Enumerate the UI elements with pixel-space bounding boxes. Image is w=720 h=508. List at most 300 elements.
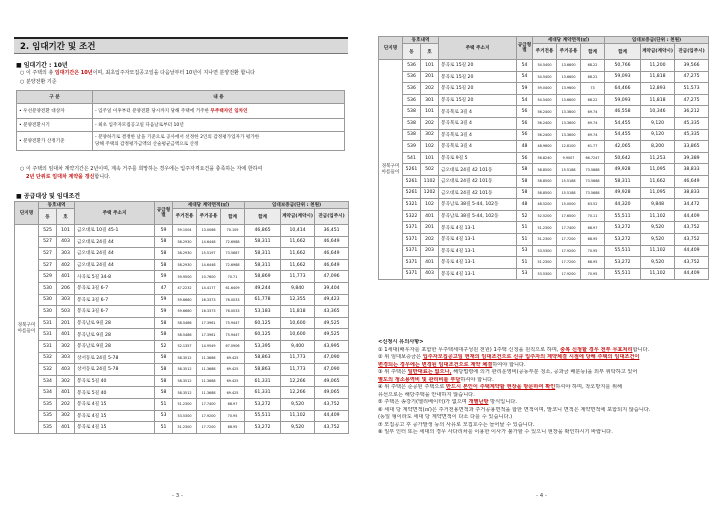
table-cell: 58.8500 [533,187,557,199]
note-item: ② 위 임대보증금은 입주자모집공고일 현재의 임대조건으로 신규 입주자의 계약체결 시점에 당해 주택의 임대조건이 [378,354,640,360]
table-cell: 59.6660 [173,306,197,318]
table-cell: 11,253 [641,152,675,164]
table-row [379,210,709,222]
table-cell: 55,511 [605,210,641,222]
table-cell: 55,511 [605,268,641,280]
table-cell: 48 [517,141,533,153]
table-cell: 금오대로 24길 42 101동 [439,164,517,176]
table-cell: 43,995 [315,340,349,352]
table-cell: 봉곡로 15길 20 [439,83,517,95]
table-cell: 48 [517,199,533,211]
table-cell: 11,200 [641,60,675,72]
table-cell: 봉곡로 5길 40 [75,375,155,387]
table-cell: 53 [517,245,533,257]
table-cell: 59 [155,306,173,318]
table-cell: 303 [57,248,75,260]
table-cell: 403 [57,236,75,248]
table-cell: 536 [403,60,421,72]
table-cell: 53.5300 [173,410,197,422]
table-cell: 12.8100 [557,141,581,153]
table-cell: 531 [39,317,57,329]
table-cell: 51,573 [675,83,709,95]
table-cell: 43,752 [675,257,709,269]
table-cell: 535 [39,422,57,434]
table-cell: 47,275 [675,71,709,83]
table-cell: 101 [421,152,439,164]
table-cell: 56 [517,117,533,129]
table-cell: 45,335 [675,117,709,129]
table-cell: 봉곡로 4길 13-1 [439,268,517,280]
table-cell: 58.3512 [173,364,197,376]
table-cell: 401 [57,422,75,434]
table-cell: 60,125 [245,329,281,341]
table-cell: 10,414 [281,225,315,237]
table-row [15,364,349,376]
table-cell: 13.6600 [557,71,581,83]
table-cell: 54 [517,71,533,83]
table-cell: 58 [517,175,533,187]
table-cell: 59.1004 [173,225,197,237]
table-row [15,340,349,352]
table-cell: 54 [517,94,533,106]
table-cell: 11,102 [641,210,675,222]
note-item: 변경되는 경우에는 변경된 임대조건으로 계약 체결하여야 합니다. [378,361,526,368]
table-row [15,236,349,248]
table-cell: 17.9200 [197,410,221,422]
table-cell: 202 [421,233,439,245]
table-cell: 73.5688 [581,187,605,199]
table-cell: 9.9007 [557,152,581,164]
table-cell: 202 [57,398,75,410]
table-cell: 봉곡남로 38길 5-44, 102동 [439,210,517,222]
table-cell: 54,455 [605,117,641,129]
table-cell: 52.5200 [533,210,557,222]
table-cell: 51 [517,222,533,234]
table-cell: 금오대로 24길 44 [75,259,155,271]
table-cell: 73.5688 [581,164,605,176]
table-cell: 101 [421,60,439,72]
table-cell: 58.2930 [173,259,197,271]
table-cell: 11.3688 [197,387,221,399]
table-cell: 11.3688 [197,375,221,387]
table-cell: 64,466 [605,83,641,95]
table-cell: 12,893 [641,83,675,95]
table-cell: 55,511 [605,245,641,257]
table-cell: 69.425 [221,387,245,399]
table-cell: 201 [57,317,75,329]
table-cell: 58,311 [605,175,641,187]
note-item: ⑦ 모집공고 후 공가발생 등의 사유로 모집호수는 늘어날 수 있습니다. [378,421,535,428]
table-cell: 11,095 [641,164,675,176]
table-cell: 사곡로 5길 34-8 [75,271,155,283]
table-cell: 봉곡남로 38길 5-44, 102동 [439,199,517,211]
table-cell: 401 [421,257,439,269]
table-cell: 61.77 [581,141,605,153]
table-cell: 58.2930 [173,248,197,260]
table-cell: 58,863 [245,364,281,376]
table-cell: 73 [581,83,605,95]
table-cell: 54 [517,60,533,72]
table-cell: 56 [517,152,533,164]
table-row [15,294,349,306]
table-row [15,375,349,387]
table-cell: 봉곡북로 3길 4 [439,129,517,141]
table-cell: 56.2400 [533,106,557,118]
table-cell: 541 [403,152,421,164]
table-cell: 302 [421,129,439,141]
table-cell: 금오대로 24길 42 101동 [439,175,517,187]
table-cell: 56.2400 [533,129,557,141]
table-cell: 49,244 [245,282,281,294]
table-cell: 58,863 [245,352,281,364]
table-cell: 14.6448 [197,259,221,271]
table-cell: 9,120 [641,117,675,129]
renewal-text: 2년 단위로 임대차 계약을 갱신합니다. [26,174,111,180]
table-cell: 61,778 [245,294,281,306]
table-cell: 73.5687 [221,248,245,260]
table-cell: 13.6600 [557,94,581,106]
note-item: ③ 위 주택은 일반대료는 없으나, 해당법령에 의거 관리운영비(공동부분 청소, 공과금 배분등)을 외부 위탁하고 있어 [378,369,638,375]
table-cell: 69.74 [581,129,605,141]
table-cell: 8,200 [641,141,675,153]
table-cell: 531 [39,329,57,341]
table-cell: 53.5300 [533,268,557,280]
table-cell: 527 [39,259,57,271]
table-cell: 12,266 [281,375,315,387]
table-cell: 봉곡북로 3길 4 [439,106,517,118]
table-cell: 70.109 [221,225,245,237]
table-cell: 봉곡로 5길 40 [75,387,155,399]
table-cell: 51.2300 [533,257,557,269]
table-row [379,199,709,211]
table-cell: 58.3512 [173,352,197,364]
table-cell: 58,869 [245,271,281,283]
table-cell: 59,093 [605,94,641,106]
table-cell: 58,311 [245,259,281,271]
table-row [15,387,349,399]
table-cell: 10,600 [281,317,315,329]
table-cell: 46,649 [315,236,349,248]
page-right [360,0,720,508]
table-cell: 11,773 [281,271,315,283]
table-cell: 12,355 [281,294,315,306]
table-cell: 503 [57,306,75,318]
table-row [379,245,709,257]
table-cell: 49,065 [315,375,349,387]
table-cell: 17.7200 [557,233,581,245]
table-cell: 403 [57,364,75,376]
table-cell: 43,752 [675,233,709,245]
table-cell: 68.22 [581,60,605,72]
table-cell: 72.6988 [221,259,245,271]
table-cell: 47,275 [675,94,709,106]
table-cell: 봉곡남로 9길 28 [75,340,155,352]
table-cell: 202 [421,83,439,95]
table-cell: 15.5188 [557,164,581,176]
table-cell: 101 [421,106,439,118]
conversion-policy-table: 구 분 내 용 • 우선분양전환 대상자 - 입주일 이후부터 분양전환 당시까지 당해 주택에 거주한 무주택자인 임차인 • 분양전환시기 - 최초 입주자모집공고일 다음날로부터 10년 • 분양전환가 산정기준 - 분양하기로 결정한 날을 기준으로 공사에서 선정한 2인의 감정평가업자가 평가한 당해 주택의 감정평가금액의 산술평균금액으로 산정 [16,90,345,151]
table-cell: 69.74 [581,106,605,118]
table-cell: 5261 [403,175,421,187]
table-cell: 45,335 [675,129,709,141]
table-cell: 9,840 [281,282,315,294]
table-cell: 58.5486 [173,317,197,329]
table-cell: 봉곡북로 3길 4 [439,117,517,129]
table-cell: 531 [39,340,57,352]
table-row [379,152,709,164]
table-cell: 203 [421,245,439,257]
table-cell: 536 [403,83,421,95]
table-cell: 73.5688 [581,175,605,187]
table-cell: 봉곡로 9길 5 [439,152,517,164]
table-cell: 13.6600 [557,60,581,72]
table-cell: 67.0906 [221,340,245,352]
table-cell: 50,766 [605,60,641,72]
table-cell: 49,928 [605,164,641,176]
table-cell: 15.5188 [557,187,581,199]
table-cell: 535 [39,398,57,410]
table-cell: 70.95 [221,410,245,422]
table-cell: 10.7600 [197,271,221,283]
table-cell: 17.6000 [557,210,581,222]
table-cell: 56 [517,106,533,118]
table-cell: 11.3688 [197,352,221,364]
table-cell: 527 [39,236,57,248]
table-cell: 49,928 [605,187,641,199]
table-cell: 봉곡로 15길 20 [439,71,517,83]
table-cell: 봉곡북로 3길 4 [439,141,517,153]
table-cell: 525 [39,225,57,237]
table-cell: 11,818 [281,306,315,318]
table-cell: 59.6660 [173,294,197,306]
table-row [379,257,709,269]
table-cell: 9,520 [641,257,675,269]
table-cell: 10,346 [641,106,675,118]
table-cell: 48.5200 [533,199,557,211]
table-cell: 69.74 [581,117,605,129]
table-row [15,352,349,364]
table-row [379,141,709,153]
table-cell: 61.6409 [221,282,245,294]
table-cell: 53,183 [245,306,281,318]
table-cell: 58.2930 [173,236,197,248]
table-cell: 47.2232 [173,282,197,294]
table-cell: 5371 [403,245,421,257]
table-cell: 17.7200 [197,422,221,434]
table-cell: 69.425 [221,375,245,387]
table-row [379,187,709,199]
table-cell: 11,102 [281,410,315,422]
table-cell: 46,649 [675,175,709,187]
table-row [15,225,349,237]
table-row [379,129,709,141]
table-cell: 51.2300 [173,398,197,410]
table-cell: 53,272 [245,422,281,434]
table-cell: 11,773 [281,352,315,364]
table-cell: 59 [517,83,533,95]
table-cell: 39,566 [675,60,709,72]
table-cell: 58.3512 [173,375,197,387]
table-cell: 76.0033 [221,294,245,306]
table-cell: 15.0000 [557,199,581,211]
table-cell: 58 [155,236,173,248]
table-cell: 17.7400 [557,222,581,234]
note-item: ① 1세대(배우자를 포함한 무주택세대구성원 전원) 1주택 신청을 원칙으로 하며, 중복 신청할 경우 전부 무효처리합니다. [378,346,650,353]
table-cell: 47,090 [315,352,349,364]
table-cell: 49,525 [315,317,349,329]
table-cell: 39,389 [675,152,709,164]
table-cell: 48.9600 [533,141,557,153]
table-row [15,271,349,283]
table-cell: 11,102 [641,268,675,280]
table-cell: 5261 [403,164,421,176]
table-cell: 11,095 [641,187,675,199]
table-cell: 58 [155,364,173,376]
table-cell: 303 [57,294,75,306]
table-cell: 502 [421,164,439,176]
table-cell: 76.0033 [221,306,245,318]
table-cell: 68.95 [581,257,605,269]
table-cell: 51.2300 [533,222,557,234]
table-cell: 11,662 [641,175,675,187]
table-cell: 봉곡로 3길 6-7 [75,294,155,306]
table-cell: 58 [155,317,173,329]
note-item: 별도의 청소용역비 및 관리비를 부담하셔야 합니다. [378,376,494,383]
table-cell: 303 [57,352,75,364]
table-cell: 5261 [403,187,421,199]
sub-heading-lease-period: ■ 임대기간 : 10년 [16,62,68,69]
table-cell: 17.7400 [197,398,221,410]
table-cell: 12,266 [281,387,315,399]
table-cell: 401 [57,387,75,399]
table-cell: 68.95 [221,422,245,434]
table-cell: 9,520 [281,398,315,410]
table-cell: 401 [57,329,75,341]
table-cell: 535 [39,410,57,422]
table-cell: 538 [403,129,421,141]
table-cell: 금오대로 24길 44 [75,236,155,248]
table-cell: 38,833 [675,164,709,176]
table-cell: 51 [517,257,533,269]
table-cell: 58,311 [245,248,281,260]
table-cell: 58 [517,187,533,199]
table-cell: 529 [39,271,57,283]
table-cell: 14.9549 [197,340,221,352]
table-cell: 102 [421,199,439,211]
table-cell: 55,511 [245,410,281,422]
note-item: ⑧ 일부 인터 또는 세대의 경우 사다리차를 이용한 이사가 불가할 수 있으니 현장을 확인하시기 바랍니다. [378,429,613,435]
lease-period-text: ○ 이 주택의 총 임대기간은 10년이며, 최초입주자모집공고일을 다음날부터 10년이 지나면 분양전환 합니다 [20,70,255,76]
table-cell: 53 [517,268,533,280]
table-cell: 14.4177 [197,282,221,294]
table-cell: 58,311 [245,236,281,248]
table-cell: 17.7200 [557,257,581,269]
table-cell: 44,409 [315,410,349,422]
table-cell: 9,848 [641,199,675,211]
table-cell: 401 [421,210,439,222]
table-cell: 금오대로 24길 42 101동 [439,187,517,199]
table-cell: 59 [155,271,173,283]
table-cell: 206 [57,282,75,294]
table-cell: 69.425 [221,352,245,364]
table-cell: 58 [155,259,173,271]
sub-heading-supply: ■ 공급대상 및 임대조건 [16,193,81,200]
table-cell: 봉곡로 3길 6-7 [75,306,155,318]
table-cell: 14.6448 [197,236,221,248]
table-row [379,233,709,245]
table-cell: 51.2300 [173,422,197,434]
table-cell: 11,102 [641,245,675,257]
table-cell: 68.22 [581,71,605,83]
table-cell: 42,065 [605,141,641,153]
table-cell: 56 [517,129,533,141]
table-cell: 52 [517,210,533,222]
table-cell: 5371 [403,233,421,245]
table-cell: 5321 [403,199,421,211]
table-cell: 51 [517,233,533,245]
table-cell: 68.97 [581,222,605,234]
table-row [15,422,349,434]
table-cell: 539 [403,141,421,153]
table-cell: 72.6988 [221,236,245,248]
table-cell: 302 [57,340,75,352]
table-cell: 11,662 [281,248,315,260]
table-cell: 58 [155,375,173,387]
table-cell: 58 [155,352,173,364]
table-cell: 536 [403,94,421,106]
table-cell: 11,818 [641,71,675,83]
table-cell: 5371 [403,257,421,269]
table-cell: 59.9500 [173,271,197,283]
table-cell: 527 [39,248,57,260]
table-cell: 봉곡로 4길 13-1 [439,245,517,257]
table-cell: 봉곡로 3길 6-7 [75,282,155,294]
table-cell: 538 [403,106,421,118]
table-cell: 1202 [421,187,439,199]
table-cell: 54.5400 [533,94,557,106]
table-cell: 53,272 [605,233,641,245]
table-cell: 47 [155,282,173,294]
table-cell: 17.9200 [557,268,581,280]
table-cell: 58 [517,164,533,176]
conversion-basis-text: ○ 분양전환 기준 [20,79,57,85]
table-cell: 봉곡로 4길 13-1 [439,222,517,234]
table-cell: 11.3688 [197,364,221,376]
note-item: ⑤ 주택은 송강기(엘리베이터)가 없으며 개별난방 방식입니다. [378,399,517,405]
table-cell: 36,212 [675,106,709,118]
table-cell: 49,065 [315,387,349,399]
table-cell: 58.8500 [533,164,557,176]
table-cell: 봉곡로 4길 15 [75,410,155,422]
table-cell: 5371 [403,268,421,280]
page-number: - 4 - [536,493,547,499]
table-cell: 17.3961 [197,329,221,341]
table-cell: 13.3600 [557,106,581,118]
table-row [379,175,709,187]
table-cell: 301 [421,94,439,106]
table-cell: 538 [403,117,421,129]
table-cell: 상서동로 24길 5-78 [75,364,155,376]
table-cell: 47,090 [315,364,349,376]
table-cell: 봉곡로 4길 15 [75,422,155,434]
table-cell: 51 [155,398,173,410]
table-cell: 11,818 [641,94,675,106]
table-cell: 202 [421,117,439,129]
table-cell: 403 [421,268,439,280]
table-cell: 70.95 [581,245,605,257]
table-cell: 536 [403,71,421,83]
table-cell: 13.3600 [557,129,581,141]
